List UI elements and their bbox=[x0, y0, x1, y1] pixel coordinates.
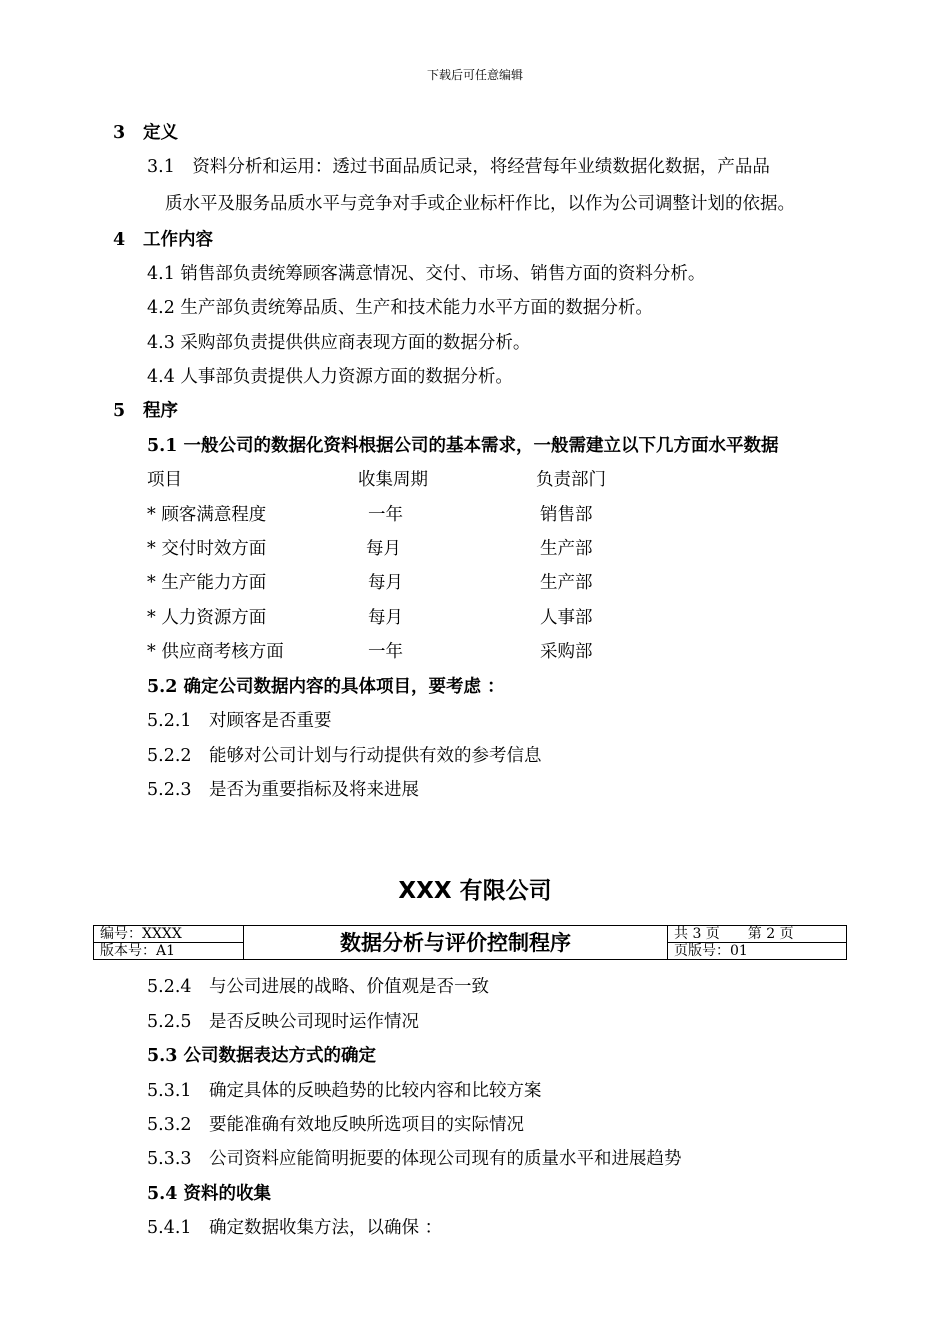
item-5-1: 5.1 一般公司的数据化资料根据公司的基本需求，一般需建立以下几方面水平数据 bbox=[147, 436, 779, 456]
table-row-5-period: 一年 bbox=[368, 642, 403, 662]
item-5-3-3: 5.3.3 公司资料应能简明扼要的体现公司现有的质量水平和进展趋势 bbox=[147, 1149, 682, 1169]
page-top-note: 下载后可任意编辑 bbox=[426, 68, 523, 82]
table-row-5-item: * 供应商考核方面 bbox=[147, 642, 284, 662]
doc-pages: 共 3 页 第 2 页 bbox=[668, 926, 847, 943]
item-4-4: 4.4 人事部负责提供人力资源方面的数据分析。 bbox=[147, 367, 513, 387]
item-4-3: 4.3 采购部负责提供供应商表现方面的数据分析。 bbox=[147, 333, 531, 353]
item-5-4-1: 5.4.1 确定数据收集方法，以确保 ： bbox=[147, 1218, 443, 1238]
section-3-heading bbox=[113, 121, 178, 145]
item-4-1: 4.1 销售部负责统筹顾客满意情况、交付、市场、销售方面的资料分析。 bbox=[147, 264, 706, 284]
doc-code: 编号：XXXX bbox=[94, 926, 244, 943]
item-3-1-line2: 质水平及服务品质水平与竞争对手或企业标杆作比，以作为公司调整计划的依据。 bbox=[165, 194, 795, 214]
section-5-heading bbox=[113, 399, 178, 423]
item-5-2-4: 5.2.4 与公司进展的战略、价值观是否一致 bbox=[147, 977, 490, 997]
table-row-1-dept: 销售部 bbox=[540, 505, 593, 525]
table-header-dept: 负责部门 bbox=[536, 470, 606, 490]
item-5-4: 5.4 资料的收集 bbox=[147, 1184, 272, 1204]
table-row-2-dept: 生产部 bbox=[540, 539, 593, 559]
table-row-1-period: 一年 bbox=[368, 505, 403, 525]
section-3-title: 定义 bbox=[143, 123, 178, 143]
section-4-heading bbox=[113, 228, 213, 252]
table-row-4-dept: 人事部 bbox=[540, 608, 593, 628]
table-row-2-item: * 交付时效方面 bbox=[147, 539, 267, 559]
item-5-2-3: 5.2.3 是否为重要指标及将来进展 bbox=[147, 780, 420, 800]
item-5-3: 5.3 公司数据表达方式的确定 bbox=[147, 1046, 377, 1066]
section-5-title: 程序 bbox=[143, 401, 178, 421]
section-4-title: 工作内容 bbox=[143, 230, 213, 250]
section-4-number: 4 bbox=[113, 230, 126, 250]
table-row-3-item: * 生产能力方面 bbox=[147, 573, 267, 593]
table-header-period: 收集周期 bbox=[358, 470, 428, 490]
item-3-1-line1: 3.1 资料分析和运用：透过书面品质记录，将经营每年业绩数据化数据，产品品 bbox=[147, 157, 770, 177]
item-5-3-1: 5.3.1 确定具体的反映趋势的比较内容和比较方案 bbox=[147, 1081, 542, 1101]
table-row-2-period: 每月 bbox=[366, 539, 401, 559]
company-name: XXX 有限公司 bbox=[398, 878, 552, 904]
item-4-2: 4.2 生产部负责统筹品质、生产和技术能力水平方面的数据分析。 bbox=[147, 298, 653, 318]
item-5-2-5: 5.2.5 是否反映公司现时运作情况 bbox=[147, 1012, 420, 1032]
table-header-item: 项目 bbox=[147, 470, 182, 490]
item-5-2-1: 5.2.1 对顾客是否重要 bbox=[147, 711, 332, 731]
section-3-number: 3 bbox=[113, 123, 126, 143]
table-row-3-dept: 生产部 bbox=[540, 573, 593, 593]
table-row-5-dept: 采购部 bbox=[540, 642, 593, 662]
table-row-4-period: 每月 bbox=[368, 608, 403, 628]
doc-title: 数据分析与评价控制程序 bbox=[244, 926, 668, 960]
table-row-4-item: * 人力资源方面 bbox=[147, 608, 267, 628]
doc-version: 版本号：A1 bbox=[94, 943, 244, 960]
item-5-2-2: 5.2.2 能够对公司计划与行动提供有效的参考信息 bbox=[147, 746, 542, 766]
item-5-2: 5.2 确定公司数据内容的具体项目，要考虑 ： bbox=[147, 677, 505, 697]
doc-page-version: 页版号：01 bbox=[668, 943, 847, 960]
table-row-3-period: 每月 bbox=[368, 573, 403, 593]
document-header-table bbox=[93, 925, 847, 960]
item-5-3-2: 5.3.2 要能准确有效地反映所选项目的实际情况 bbox=[147, 1115, 525, 1135]
section-5-number: 5 bbox=[113, 401, 126, 421]
table-row-1-item: * 顾客满意程度 bbox=[147, 505, 267, 525]
